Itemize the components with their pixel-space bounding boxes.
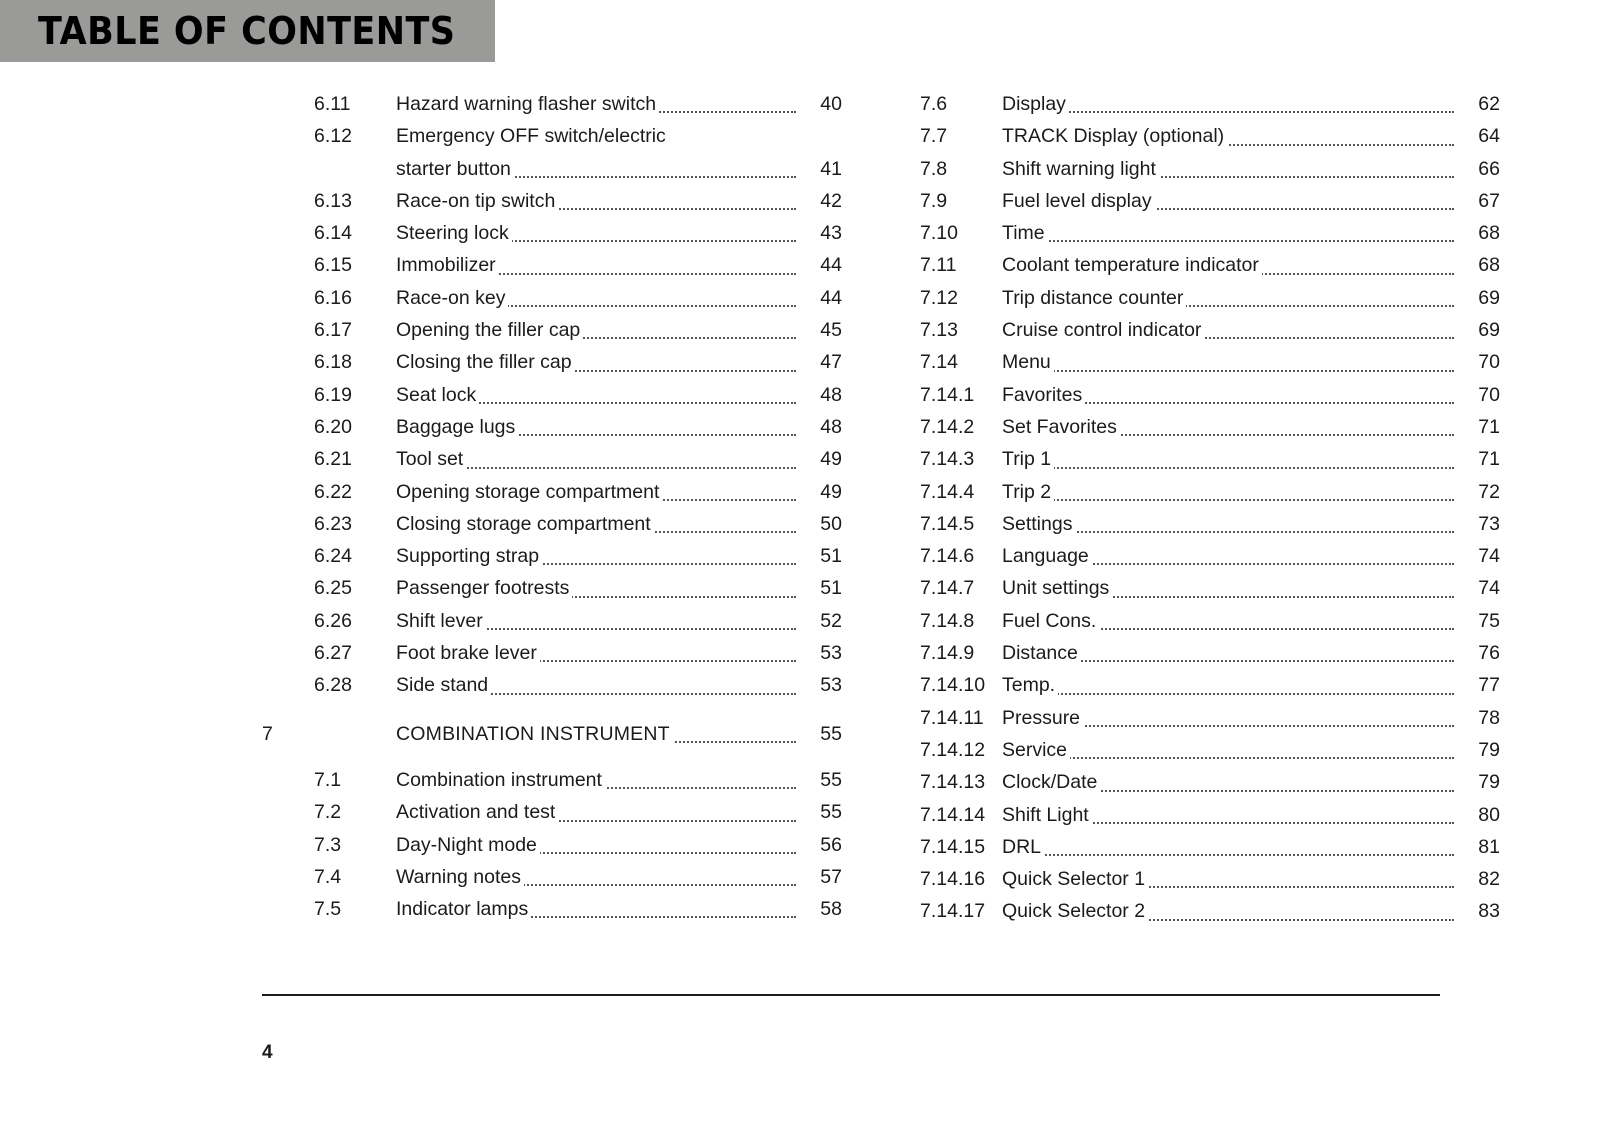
toc-entry-title-text: Unit settings [1002, 577, 1112, 599]
toc-entry-title-text: Quick Selector 1 [1002, 868, 1148, 890]
toc-entry-title-text: Menu [1002, 351, 1054, 373]
toc-entry-page: 69 [1478, 319, 1500, 342]
toc-entry-number: 7.4 [314, 865, 342, 888]
toc-entry-title-text: Settings [1002, 513, 1075, 535]
toc-entry-title[interactable] [396, 346, 796, 378]
toc-entry-number: 7.14.1 [920, 383, 975, 406]
toc-entry-page: 74 [1478, 545, 1500, 568]
toc-entry-page: 68 [1478, 254, 1500, 277]
toc-entry-title[interactable] [396, 796, 796, 828]
toc-entry-number: 6.19 [314, 383, 352, 406]
toc-entry-number: 7.13 [920, 319, 958, 342]
toc-entry-title[interactable] [396, 88, 796, 120]
toc-entry-title-text: Steering lock [396, 222, 512, 244]
toc-entry[interactable] [920, 702, 1500, 734]
toc-entry-title[interactable] [396, 282, 796, 314]
toc-entry-number: 6.28 [314, 674, 352, 697]
toc-entry-page: 52 [820, 609, 842, 632]
toc-entry-number: 7.14.13 [920, 771, 986, 794]
toc-entry-title[interactable] [396, 314, 796, 346]
toc-entry[interactable] [262, 764, 842, 796]
toc-entry-title-text: Race-on tip switch [396, 190, 558, 212]
leader-dots [1002, 240, 1454, 242]
toc-entry-title-text: Shift warning light [1002, 158, 1159, 180]
toc-entry-title-text: Tool set [396, 448, 466, 470]
toc-entry-page: 73 [1478, 512, 1500, 535]
toc-entry-title[interactable] [1002, 217, 1454, 249]
toc-entry[interactable] [262, 379, 842, 411]
toc-entry[interactable] [262, 120, 842, 152]
toc-entry-title-text: Foot brake lever [396, 642, 540, 664]
toc-entry-page: 67 [1478, 189, 1500, 212]
toc-spacer-cell [262, 750, 842, 764]
toc-entry-title-text: Display [1002, 93, 1069, 115]
toc-entry-number: 7.3 [314, 833, 342, 856]
toc-entry-title[interactable] [396, 540, 796, 572]
toc-entry-title-text: Emergency OFF switch/electric [396, 125, 669, 147]
toc-entry[interactable] [920, 411, 1500, 443]
toc-entry-title-text: Side stand [396, 674, 491, 696]
toc-entry-number [262, 153, 396, 185]
toc-entry[interactable] [262, 411, 842, 443]
toc-entry-title-text: Temp. [1002, 674, 1058, 696]
toc-entry-title[interactable] [1002, 702, 1454, 734]
toc-entry-title-text: COMBINATION INSTRUMENT [396, 723, 673, 745]
toc-entry-title-text: Trip 1 [1002, 448, 1054, 470]
toc-entry-number: 7.14.11 [920, 706, 984, 729]
toc-entry-number: 6.25 [314, 577, 352, 600]
toc-entry[interactable] [920, 508, 1500, 540]
toc-entry-page: 74 [1478, 577, 1500, 600]
toc-entry-title[interactable] [396, 861, 796, 893]
toc-entry-title-text: Pressure [1002, 707, 1083, 729]
toc-spacer [262, 702, 842, 718]
toc-entry-page: 76 [1478, 642, 1500, 665]
toc-entry-page: 55 [820, 722, 842, 745]
toc-entry-number: 7.14.8 [920, 609, 975, 632]
toc-entry-page: 41 [820, 157, 842, 180]
toc-entry-title[interactable] [1002, 411, 1454, 443]
toc-columns [0, 88, 1600, 928]
toc-entry-title-text: Day-Night mode [396, 834, 540, 856]
toc-entry-title-text: Indicator lamps [396, 898, 531, 920]
toc-entry-number: 7.14.7 [920, 577, 975, 600]
toc-entry[interactable] [262, 540, 842, 572]
toc-entry-title-text: Fuel level display [1002, 190, 1155, 212]
toc-entry-page: 71 [1478, 415, 1500, 438]
toc-entry[interactable] [920, 540, 1500, 572]
toc-entry-title[interactable] [1002, 863, 1454, 895]
toc-entry-title[interactable] [1002, 249, 1454, 281]
toc-entry-title[interactable] [396, 829, 796, 861]
toc-entry-page: 57 [820, 865, 842, 888]
toc-entry-page: 49 [820, 480, 842, 503]
page-number: 4 [262, 1042, 273, 1063]
toc-entry[interactable] [920, 476, 1500, 508]
toc-entry[interactable] [262, 217, 842, 249]
toc-entry[interactable] [262, 637, 842, 669]
toc-entry-page: 82 [1478, 868, 1500, 891]
toc-entry-page: 56 [820, 833, 842, 856]
toc-entry[interactable] [920, 637, 1500, 669]
toc-entry-page: 51 [820, 577, 842, 600]
toc-entry[interactable] [920, 346, 1500, 378]
toc-entry-title-text: Hazard warning flasher switch [396, 93, 659, 115]
toc-table-right [920, 88, 1500, 928]
toc-entry-number: 6.23 [314, 512, 352, 535]
toc-entry-title-text: Clock/Date [1002, 771, 1100, 793]
toc-entry-page: 68 [1478, 222, 1500, 245]
toc-entry-number: 7.6 [920, 93, 948, 115]
toc-entry[interactable] [262, 314, 842, 346]
toc-entry[interactable] [920, 153, 1500, 185]
toc-entry[interactable] [920, 185, 1500, 217]
toc-entry[interactable] [920, 217, 1500, 249]
toc-entry-number: 6.22 [314, 480, 352, 503]
toc-entry-title[interactable] [396, 379, 796, 411]
toc-entry-title[interactable] [1002, 379, 1454, 411]
toc-entry-title[interactable] [396, 764, 796, 796]
toc-entry-title[interactable] [1002, 572, 1454, 604]
toc-entry-title-text: Language [1002, 545, 1092, 567]
toc-entry-page: 81 [1478, 835, 1500, 858]
toc-entry-title-text: Set Favorites [1002, 416, 1120, 438]
toc-column-left [262, 88, 842, 928]
toc-entry[interactable] [920, 831, 1500, 863]
toc-entry[interactable] [920, 314, 1500, 346]
toc-entry-page: 53 [820, 642, 842, 665]
toc-entry-title[interactable] [1002, 185, 1454, 217]
toc-entry[interactable] [262, 893, 842, 925]
toc-entry-page: 58 [820, 898, 842, 921]
toc-entry-title-text: Distance [1002, 642, 1081, 664]
toc-entry[interactable] [920, 766, 1500, 798]
toc-entry-title[interactable] [396, 153, 796, 185]
toc-entry-title[interactable] [1002, 314, 1454, 346]
toc-entry[interactable] [262, 669, 842, 701]
toc-entry[interactable] [920, 282, 1500, 314]
toc-entry[interactable] [920, 249, 1500, 281]
leader-dots [1002, 467, 1454, 469]
toc-entry-title[interactable] [1002, 895, 1454, 927]
toc-entry-number: 7.14.9 [920, 642, 975, 665]
toc-entry[interactable] [920, 88, 1500, 120]
page-title: TABLE OF CONTENTS [38, 9, 456, 53]
toc-entry-title[interactable] [396, 572, 796, 604]
toc-entry-number: 7.14.17 [920, 900, 986, 923]
toc-entry-page: 47 [820, 351, 842, 374]
toc-entry-number: 7 [262, 722, 274, 745]
toc-entry[interactable] [262, 829, 842, 861]
toc-entry-title[interactable] [1002, 605, 1454, 637]
toc-entry[interactable] [262, 605, 842, 637]
toc-entry-title[interactable] [396, 120, 796, 152]
toc-entry-title-text: Time [1002, 222, 1048, 244]
toc-entry-title-text: Trip 2 [1002, 481, 1054, 503]
leader-dots [1002, 854, 1454, 856]
toc-body-left [262, 88, 842, 925]
toc-entry-page: 53 [820, 674, 842, 697]
toc-entry-page: 80 [1478, 803, 1500, 826]
toc-entry-number: 7.14.2 [920, 415, 975, 438]
toc-entry-number: 6.18 [314, 351, 352, 374]
toc-entry-number: 6.12 [314, 125, 352, 148]
toc-entry[interactable] [920, 734, 1500, 766]
toc-entry-number: 7.9 [920, 189, 948, 212]
toc-entry[interactable] [262, 282, 842, 314]
toc-entry-title[interactable] [396, 411, 796, 443]
toc-entry-number: 7.5 [314, 898, 342, 921]
toc-entry-number: 6.11 [314, 93, 351, 115]
toc-table-left [262, 88, 842, 925]
toc-entry-number: 6.15 [314, 254, 352, 277]
toc-entry-page: 79 [1478, 738, 1500, 761]
toc-entry-title-text: Quick Selector 2 [1002, 900, 1148, 922]
toc-entry-number: 7.14.6 [920, 545, 975, 568]
toc-entry-number: 6.13 [314, 189, 352, 212]
toc-entry-title[interactable] [1002, 476, 1454, 508]
leader-dots [1002, 111, 1454, 113]
toc-entry[interactable] [262, 718, 842, 750]
toc-entry-title-text: Activation and test [396, 801, 558, 823]
toc-entry-page: 78 [1478, 706, 1500, 729]
toc-entry[interactable] [262, 476, 842, 508]
toc-entry-title[interactable] [396, 893, 796, 925]
toc-entry-page: 70 [1478, 351, 1500, 374]
toc-entry-page: 48 [820, 383, 842, 406]
toc-entry-title[interactable] [396, 669, 796, 701]
toc-entry-title-text: Service [1002, 739, 1070, 761]
toc-entry-page: 40 [820, 93, 842, 115]
toc-entry-number: 6.14 [314, 222, 352, 245]
toc-entry-title-text: Opening the filler cap [396, 319, 583, 341]
toc-entry[interactable] [920, 572, 1500, 604]
toc-entry-number: 7.8 [920, 157, 948, 180]
toc-entry-number: 7.14 [920, 351, 958, 374]
toc-entry-title[interactable] [1002, 282, 1454, 314]
toc-entry[interactable] [920, 443, 1500, 475]
toc-entry-number: 7.12 [920, 286, 958, 309]
toc-entry[interactable] [920, 799, 1500, 831]
toc-entry-number: 6.16 [314, 286, 352, 309]
toc-entry-title[interactable] [1002, 734, 1454, 766]
toc-entry-page: 42 [820, 189, 842, 212]
toc-entry-title-text: Closing the filler cap [396, 351, 575, 373]
toc-entry-title-text: Combination instrument [396, 769, 605, 791]
toc-entry-page: 50 [820, 512, 842, 535]
toc-entry[interactable] [262, 443, 842, 475]
toc-entry-page: 44 [820, 254, 842, 277]
toc-entry-number: 7.14.3 [920, 448, 975, 471]
toc-entry-page: 45 [820, 319, 842, 342]
toc-entry-page: 79 [1478, 771, 1500, 794]
toc-body-right [920, 88, 1500, 928]
toc-entry-title-text: Seat lock [396, 384, 479, 406]
toc-entry-title-text: Cruise control indicator [1002, 319, 1204, 341]
toc-entry-page: 43 [820, 222, 842, 245]
toc-entry[interactable] [920, 895, 1500, 927]
toc-entry-number: 6.27 [314, 642, 352, 665]
toc-entry-number: 7.14.14 [920, 803, 986, 826]
toc-entry-number: 6.17 [314, 319, 352, 342]
toc-entry-title-text: Trip distance counter [1002, 287, 1186, 309]
toc-entry-title-text: Shift lever [396, 610, 486, 632]
footer-rule [262, 994, 1440, 996]
toc-entry-title[interactable] [1002, 88, 1454, 120]
toc-entry[interactable] [262, 861, 842, 893]
toc-entry-title-text: TRACK Display (optional) [1002, 125, 1227, 147]
toc-entry-number: 7.1 [314, 768, 342, 791]
toc-entry-number: 7.14.15 [920, 835, 986, 858]
toc-entry[interactable] [262, 249, 842, 281]
toc-entry-title-text: Favorites [1002, 384, 1085, 406]
toc-entry-page: 64 [1478, 125, 1500, 148]
toc-entry-number: 7.2 [314, 801, 342, 824]
toc-entry-title-text: Race-on key [396, 287, 508, 309]
toc-entry-number: 6.20 [314, 415, 352, 438]
toc-entry-title-text: DRL [1002, 836, 1044, 858]
toc-entry-page: 44 [820, 286, 842, 309]
toc-entry-title-text: Baggage lugs [396, 416, 518, 438]
toc-entry-title-text: Opening storage compartment [396, 481, 662, 503]
toc-entry[interactable] [262, 346, 842, 378]
toc-entry-title[interactable] [1002, 120, 1454, 152]
toc-entry-title-text: Immobilizer [396, 254, 499, 276]
toc-entry-page: 75 [1478, 609, 1500, 632]
toc-entry-title[interactable] [396, 605, 796, 637]
toc-entry-title-text: Coolant temperature indicator [1002, 254, 1262, 276]
toc-entry-number: 6.21 [314, 448, 352, 471]
toc-entry-page: 48 [820, 415, 842, 438]
toc-entry-number: 7.14.10 [920, 674, 986, 697]
toc-entry-number: 7.14.4 [920, 480, 975, 503]
toc-entry-title[interactable] [1002, 669, 1454, 701]
toc-entry-title[interactable] [396, 443, 796, 475]
toc-entry[interactable] [920, 605, 1500, 637]
toc-entry-title[interactable] [396, 637, 796, 669]
toc-entry-page: 70 [1478, 383, 1500, 406]
toc-entry-number: 7.7 [920, 125, 948, 148]
toc-entry-page: 51 [820, 545, 842, 568]
leader-dots [1002, 499, 1454, 501]
leader-dots [1002, 693, 1454, 695]
toc-entry-title[interactable] [1002, 799, 1454, 831]
toc-entry-page: 62 [1478, 93, 1500, 115]
toc-entry-title[interactable] [1002, 766, 1454, 798]
toc-entry[interactable] [262, 796, 842, 828]
toc-entry-number: 7.11 [920, 254, 957, 277]
toc-entry[interactable] [262, 153, 842, 185]
toc-entry-title[interactable] [396, 217, 796, 249]
toc-entry-title[interactable] [396, 249, 796, 281]
toc-entry-title[interactable] [1002, 346, 1454, 378]
toc-entry-number: 6.26 [314, 609, 352, 632]
leader-dots [1002, 370, 1454, 372]
toc-entry-number: 7.14.5 [920, 512, 975, 535]
toc-entry[interactable] [262, 88, 842, 120]
toc-entry-page [796, 120, 842, 152]
toc-entry-number: 7.14.12 [920, 738, 986, 761]
toc-entry-title[interactable] [1002, 637, 1454, 669]
toc-entry-number: 6.24 [314, 545, 352, 568]
toc-entry-number: 7.14.16 [920, 868, 986, 891]
toc-entry[interactable] [920, 863, 1500, 895]
toc-entry-title-text: Passenger footrests [396, 577, 572, 599]
toc-entry[interactable] [920, 120, 1500, 152]
toc-column-right [920, 88, 1500, 928]
toc-entry-page: 83 [1478, 900, 1500, 923]
toc-entry-number: 7.10 [920, 222, 958, 245]
toc-entry-title-text: Supporting strap [396, 545, 542, 567]
toc-entry[interactable] [920, 379, 1500, 411]
toc-spacer [262, 750, 842, 764]
toc-entry-page: 55 [820, 801, 842, 824]
toc-entry-page: 72 [1478, 480, 1500, 503]
toc-entry[interactable] [920, 669, 1500, 701]
toc-entry[interactable] [262, 572, 842, 604]
toc-entry-title-text: starter button [396, 158, 514, 180]
toc-entry[interactable] [262, 185, 842, 217]
toc-entry-page: 49 [820, 448, 842, 471]
toc-entry-page: 71 [1478, 448, 1500, 471]
toc-entry-page: 55 [820, 768, 842, 791]
toc-entry-title[interactable] [1002, 508, 1454, 540]
toc-entry-title[interactable] [396, 185, 796, 217]
toc-entry-title[interactable] [396, 718, 796, 750]
toc-entry[interactable] [262, 508, 842, 540]
toc-entry-title-text: Warning notes [396, 866, 524, 888]
toc-entry-page: 77 [1478, 674, 1500, 697]
toc-entry-title-text: Closing storage compartment [396, 513, 654, 535]
toc-entry-title[interactable] [1002, 540, 1454, 572]
toc-entry-title[interactable] [396, 508, 796, 540]
toc-entry-page: 69 [1478, 286, 1500, 309]
toc-entry-title[interactable] [1002, 153, 1454, 185]
toc-entry-page: 66 [1478, 157, 1500, 180]
toc-entry-title[interactable] [1002, 443, 1454, 475]
toc-entry-title[interactable] [396, 476, 796, 508]
toc-entry-title-text: Shift Light [1002, 804, 1092, 826]
toc-spacer-cell [262, 702, 842, 718]
toc-entry-title-text: Fuel Cons. [1002, 610, 1099, 632]
toc-entry-title[interactable] [1002, 831, 1454, 863]
